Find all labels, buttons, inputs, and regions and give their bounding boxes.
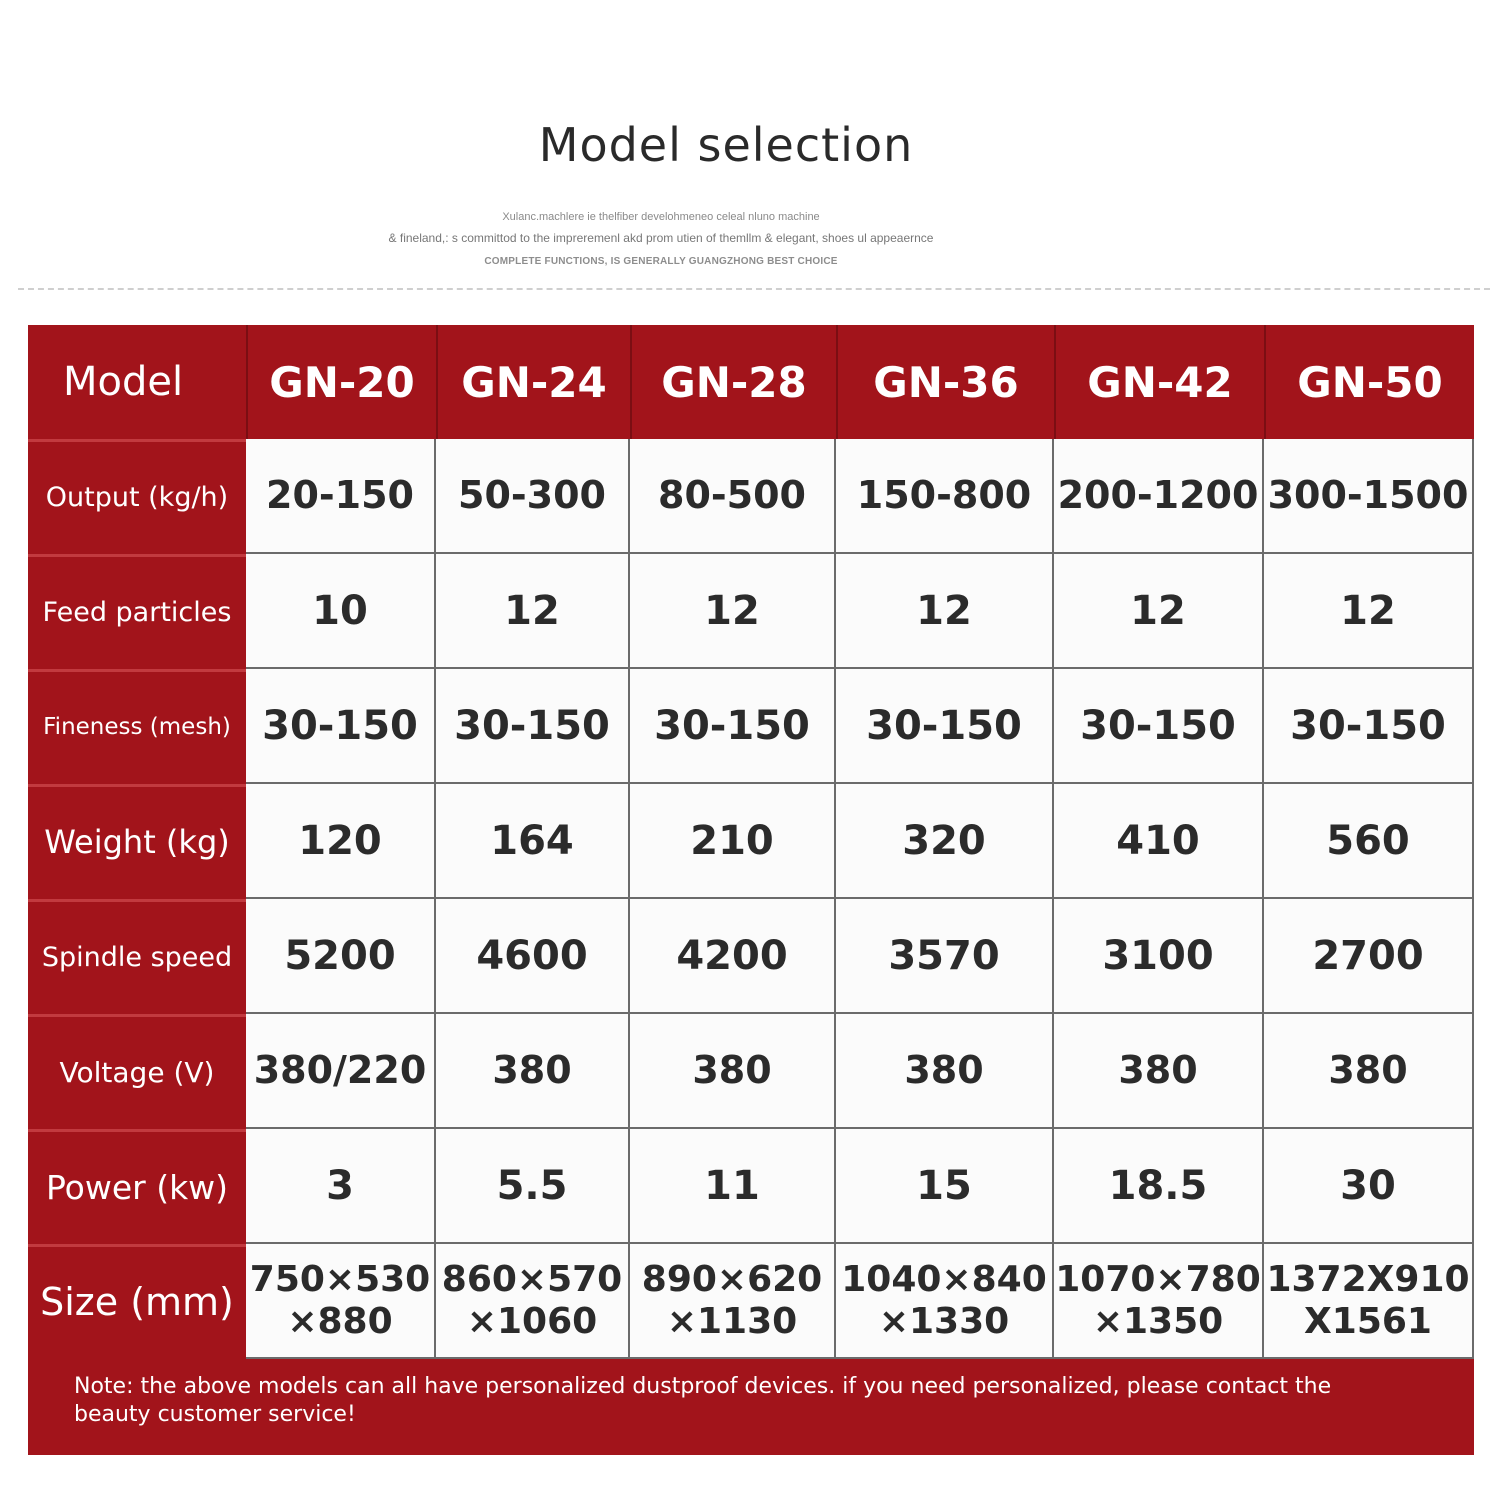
subtitle-line-3: COMPLETE FUNCTIONS, IS GENERALLY GUANGZHONG BEST CHOICE xyxy=(484,256,838,267)
table-cell: 12 xyxy=(1264,554,1474,669)
table-cell: 560 xyxy=(1264,784,1474,899)
table-cell: 30-150 xyxy=(1264,669,1474,784)
table-cell: 12 xyxy=(836,554,1054,669)
subtitle-line-2: & fineland,: s committod to the impreremenl akd prom utien of themllm & elegant, shoes ul appeaernce xyxy=(388,231,934,245)
table-cell: 12 xyxy=(630,554,836,669)
table-cell: 1040×840 ×1330 xyxy=(836,1244,1054,1359)
table-cell: 300-1500 xyxy=(1264,439,1474,554)
table-cell: 30-150 xyxy=(836,669,1054,784)
table-cell: 12 xyxy=(436,554,630,669)
table-cell: 15 xyxy=(836,1129,1054,1244)
table-cell: 2700 xyxy=(1264,899,1474,1014)
row-label: Fineness (mesh) xyxy=(28,669,246,784)
model-column-header: GN-36 xyxy=(836,325,1054,439)
table-cell: 30 xyxy=(1264,1129,1474,1244)
table-cell: 10 xyxy=(246,554,436,669)
table-cell: 200-1200 xyxy=(1054,439,1264,554)
table-note: Note: the above models can all have personalized dustproof devices. if you need personalized, please contact the beauty customer service! xyxy=(74,1374,1332,1427)
table-cell: 18.5 xyxy=(1054,1129,1264,1244)
row-label: Feed particles xyxy=(28,554,246,669)
table-cell: 150-800 xyxy=(836,439,1054,554)
model-selection-table xyxy=(28,325,1474,1455)
table-cell: 750×530 ×880 xyxy=(246,1244,436,1359)
table-cell: 5200 xyxy=(246,899,436,1014)
table-cell: 1070×780 ×1350 xyxy=(1054,1244,1264,1359)
table-cell: 4600 xyxy=(436,899,630,1014)
table-cell: 860×570 ×1060 xyxy=(436,1244,630,1359)
table-cell: 30-150 xyxy=(246,669,436,784)
table-cell: 30-150 xyxy=(436,669,630,784)
subtitle-line-1: Xulanc.machlere ie thelfiber develohmeneo celeal nluno machine xyxy=(502,211,820,223)
table-cell: 380 xyxy=(630,1014,836,1129)
model-column-header: GN-42 xyxy=(1054,325,1264,439)
table-cell: 320 xyxy=(836,784,1054,899)
table-cell: 380/220 xyxy=(246,1014,436,1129)
table-cell: 890×620 ×1130 xyxy=(630,1244,836,1359)
table-cell: 210 xyxy=(630,784,836,899)
table-cell: 11 xyxy=(630,1129,836,1244)
table-cell: 1372X910 X1561 xyxy=(1264,1244,1474,1359)
table-cell: 30-150 xyxy=(630,669,836,784)
table-cell: 3100 xyxy=(1054,899,1264,1014)
dashed-divider xyxy=(18,288,1490,290)
table-cell: 164 xyxy=(436,784,630,899)
table-cell: 380 xyxy=(1054,1014,1264,1129)
table-cell: 50-300 xyxy=(436,439,630,554)
row-label: Voltage (V) xyxy=(28,1014,246,1129)
table-cell: 12 xyxy=(1054,554,1264,669)
page-title: Model selection xyxy=(538,118,914,172)
table-cell: 4200 xyxy=(630,899,836,1014)
model-header-label: Model xyxy=(63,359,184,405)
row-label: Weight (kg) xyxy=(28,784,246,899)
table-cell: 380 xyxy=(836,1014,1054,1129)
model-column-header: GN-28 xyxy=(630,325,836,439)
row-label: Spindle speed xyxy=(28,899,246,1014)
model-column-header: GN-24 xyxy=(436,325,630,439)
model-column-header: GN-50 xyxy=(1264,325,1474,439)
model-column-header: GN-20 xyxy=(246,325,436,439)
table-cell: 5.5 xyxy=(436,1129,630,1244)
table-cell: 380 xyxy=(436,1014,630,1129)
row-label: Power (kw) xyxy=(28,1129,246,1244)
table-cell: 3 xyxy=(246,1129,436,1244)
table-cell: 20-150 xyxy=(246,439,436,554)
row-label: Size (mm) xyxy=(28,1244,246,1359)
table-cell: 80-500 xyxy=(630,439,836,554)
table-cell: 120 xyxy=(246,784,436,899)
table-cell: 3570 xyxy=(836,899,1054,1014)
table-cell: 410 xyxy=(1054,784,1264,899)
table-cell: 380 xyxy=(1264,1014,1474,1129)
row-label: Output (kg/h) xyxy=(28,439,246,554)
table-cell: 30-150 xyxy=(1054,669,1264,784)
